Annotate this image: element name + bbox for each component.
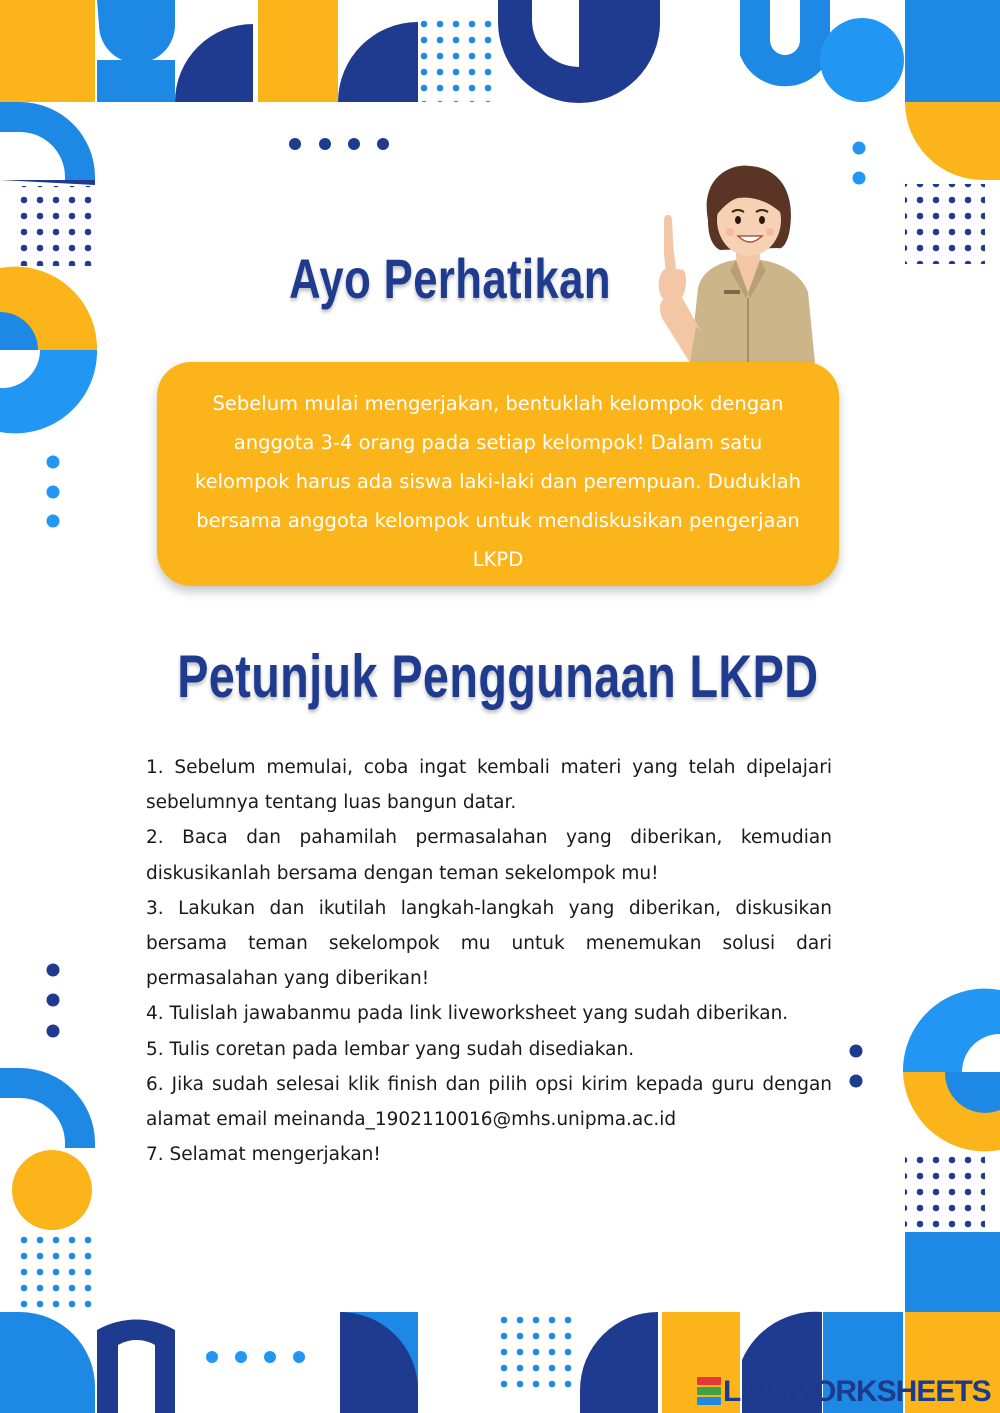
heading-title: Ayo Perhatikan (289, 247, 611, 310)
section-title: Petunjuk Penggunaan LKPD (177, 643, 819, 710)
instruction-list (146, 750, 832, 1172)
teacher-illustration (650, 158, 830, 363)
liveworksheets-logo[interactable] (697, 1374, 991, 1410)
logo-text: LIVEWORKSHEETS (723, 1375, 991, 1408)
instruction-item: 6. Jika sudah selesai klik finish dan pilih opsi kirim kepada guru dengan alamat email meinanda_1902110016@mhs.unipma.ac.id (146, 1073, 832, 1131)
instruction-item: 4. Tulislah jawabanmu pada link liveworksheet yang sudah diberikan. (146, 1003, 789, 1025)
logo-mark-icon (697, 1377, 721, 1407)
instruction-callout: Sebelum mulai mengerjakan, bentuklah kelompok dengan anggota 3-4 orang pada setiap kelompok! Dalam satu kelompok harus ada siswa laki-laki dan perempuan. Duduklah bersama anggota kelompok untuk mendiskusikan pengerjaan LKPD (157, 362, 839, 586)
instruction-item: 7. Selamat mengerjakan! (146, 1144, 381, 1166)
instruction-item: 2. Baca dan pahamilah permasalahan yang diberikan, kemudian diskusikanlah bersama dengan teman sekelompok mu! (146, 827, 832, 884)
instruction-item: 1. Sebelum memulai, coba ingat kembali materi yang telah dipelajari sebelumnya tentang luas bangun datar. (146, 757, 832, 814)
instruction-item: 5. Tulis coretan pada lembar yang sudah disediakan. (146, 1038, 635, 1060)
instruction-item: 3. Lakukan dan ikutilah langkah-langkah yang diberikan, diskusikan bersama teman sekelompok mu untuk menemukan solusi dari permasalahan yang diberikan! (146, 897, 832, 990)
